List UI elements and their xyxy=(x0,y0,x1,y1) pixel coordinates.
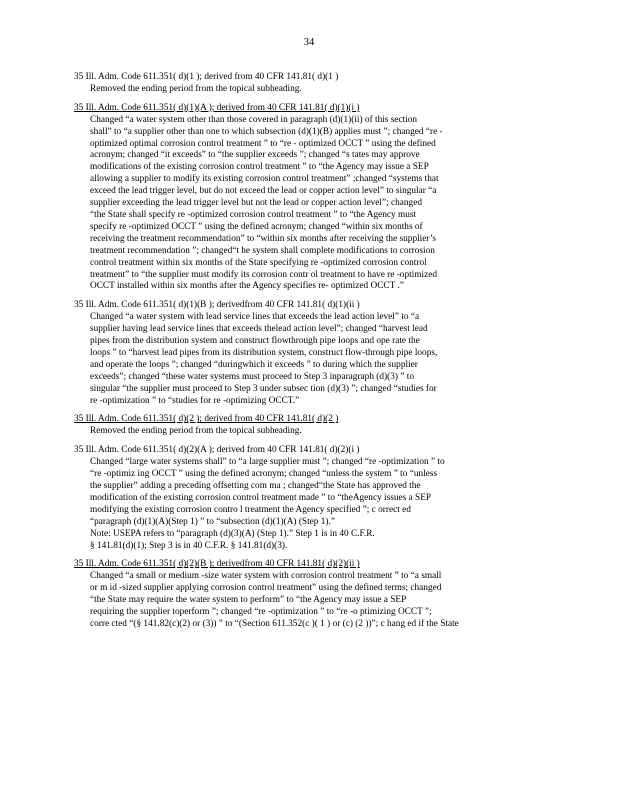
entry-list xyxy=(74,72,548,638)
section-entry xyxy=(74,445,548,552)
description-line: supplier having lead service lines that exceeds thelead action level”; changed “harvest lead xyxy=(90,324,428,335)
description-line: receiving the treatment recommendation” to “within six months after receiving the supplier’s xyxy=(90,233,437,244)
description-line: “the State may require the water system to perform” to “the Agency may issue a SEP xyxy=(90,595,407,606)
description-line: modification of the existing corrosion control treatment made ” to “theAgency issues a SEP xyxy=(90,492,432,503)
section-citation: 35 Ill. Adm. Code 611.351( d)(2)(B ); derivedfrom 40 CFR 141.81( d)(2)(ii ) xyxy=(74,559,360,570)
description-line: and operate the loops ”; changed “duringwhich it exceeds ” to during which the supplier xyxy=(90,359,418,370)
section-citation: 35 Ill. Adm. Code 611.351( d)(2)(A ); derived from 40 CFR 141.81( d)(2)(i ) xyxy=(74,445,360,456)
description-line: acronym; changed “it exceeds” to “the supplier exceeds ”; changed “s tates may approve xyxy=(90,150,420,161)
section-description xyxy=(74,571,548,631)
description-line: Changed “a water system with lead service lines that exceeds the lead action level” to “a xyxy=(90,312,420,323)
description-line: “the State shall specify re -optimized corrosion control treatment ” to “the Agency must xyxy=(90,209,417,220)
description-line: re -optimization ” to “studies for re -optimizing OCCT.” xyxy=(90,395,300,406)
description-line: Changed “a water system other than those covered in paragraph (d)(1)(ii) of this section xyxy=(90,114,418,125)
description-line: specify re -optimized OCCT ” using the defined acronym; changed “within six months of xyxy=(90,221,423,232)
description-line: Changed “a small or medium -size water system with corrosion control treatment ” to “a small xyxy=(90,571,442,582)
description-line: exceeds”; changed “these water systems must proceed to Step 3 inparagraph (d)(3) ” to xyxy=(90,371,414,382)
description-line: control treatment within six months of the State specifying re -optimized corrosion control xyxy=(90,257,427,268)
description-line: modifications of the existing corrosion control treatment ” to “the Agency may issue a SEP xyxy=(90,162,429,173)
section-description xyxy=(74,312,548,407)
section-entry xyxy=(74,72,548,96)
description-line: optimized optimal corrosion control treatment ” to “re - optimized OCCT ” using the defined xyxy=(90,138,436,149)
section-citation: 35 Ill. Adm. Code 611.351( d)(1)(A ); derived from 40 CFR 141.81( d)(1)(i ) xyxy=(74,102,360,113)
section-description xyxy=(74,84,548,96)
description-line: treatment” to “the supplier must modify its corrosion contr ol treatment to have re -optimized xyxy=(90,269,437,280)
section-citation: 35 Ill. Adm. Code 611.351( d)(1)(B ); derivedfrom 40 CFR 141.81( d)(1)(ii ) xyxy=(74,300,360,311)
description-line: § 141.81(d)(1); Step 3 is in 40 C.F.R. § 141.81(d)(3). xyxy=(90,540,288,551)
description-line: treatment recommendation ”; changed“t he system shall complete modifications to corrosion xyxy=(90,245,435,256)
description-line: Removed the ending period from the topical subheading. xyxy=(90,83,302,94)
description-line: Note: USEPA refers to “paragraph (d)(3)(A) (Step 1).” Step 1 is in 40 C.F.R. xyxy=(90,528,375,539)
description-line: supplier exceeding the lead trigger level but not the lead or copper action level”; changed xyxy=(90,198,422,209)
section-description xyxy=(74,426,548,438)
description-line: loops ” to “harvest lead pipes from its distribution system, construct flow-through pipe loops, xyxy=(90,347,438,358)
section-entry xyxy=(74,103,548,294)
description-line: “paragraph (d)(1)(A)(Step 1) ” to “subsection (d)(1)(A) (Step 1).” xyxy=(90,516,335,527)
section-entry xyxy=(74,414,548,438)
description-line: pipes from the distribution system and construct flowthrough pipe loops and ope rate the xyxy=(90,336,420,347)
description-line: singular “the supplier must proceed to Step 3 under subsec tion (d)(3) ”; changed “studies for xyxy=(90,383,437,394)
section-entry xyxy=(74,559,548,630)
description-line: the supplier” adding a preceding offsetting com ma ; changed“the State has approved the xyxy=(90,481,421,491)
description-line: shall” to “a supplier other than one to which subsection (d)(1)(B) applies must ”; changed “re - xyxy=(90,126,443,137)
description-line: modifying the existing corrosion contro l treatment the Agency specified ”; c orrect ed xyxy=(90,504,411,515)
section-citation: 35 Ill. Adm. Code 611.351( d)(2 ); derived from 40 CFR 141.81( d)(2 ) xyxy=(74,414,339,425)
description-line: exceed the lead trigger level, but do not exceed the lead or copper action level” to singular “a xyxy=(90,186,437,197)
section-description xyxy=(74,115,548,294)
section-citation: 35 Ill. Adm. Code 611.351( d)(1 ); derived from 40 CFR 141.81( d)(1 ) xyxy=(74,72,339,82)
section-description xyxy=(74,457,548,552)
description-line: OCCT installed within six months after the Agency specifies re- optimized OCCT .” xyxy=(90,281,404,292)
page-number: 34 xyxy=(303,37,315,48)
description-line: allowing a supplier to modify its existing corrosion control treatment” ;changed “systems that xyxy=(90,174,439,185)
description-line: Changed “large water systems shall” to “a large supplier must ”; changed “re -optimization ” to xyxy=(90,457,445,468)
section-entry xyxy=(74,300,548,407)
description-line: corre cted “(§ 141.82(c)(2) or (3)) ” to “(Section 611.352(c )( 1 ) or (c) (2 ))”; c hang ed if the State xyxy=(90,618,459,629)
description-line: or m id -sized supplier applying corrosion control treatment” using the defined terms; changed xyxy=(90,583,442,594)
description-line: Removed the ending period from the topical subheading. xyxy=(90,426,302,437)
description-line: “re -optimiz ing OCCT ” using the defined acronym; changed “unless the system ” to “unless xyxy=(90,469,438,480)
description-line: requiring the supplier toperform ”; changed “re -optimization ” to “re -o ptimizing OCCT ”; xyxy=(90,607,432,618)
